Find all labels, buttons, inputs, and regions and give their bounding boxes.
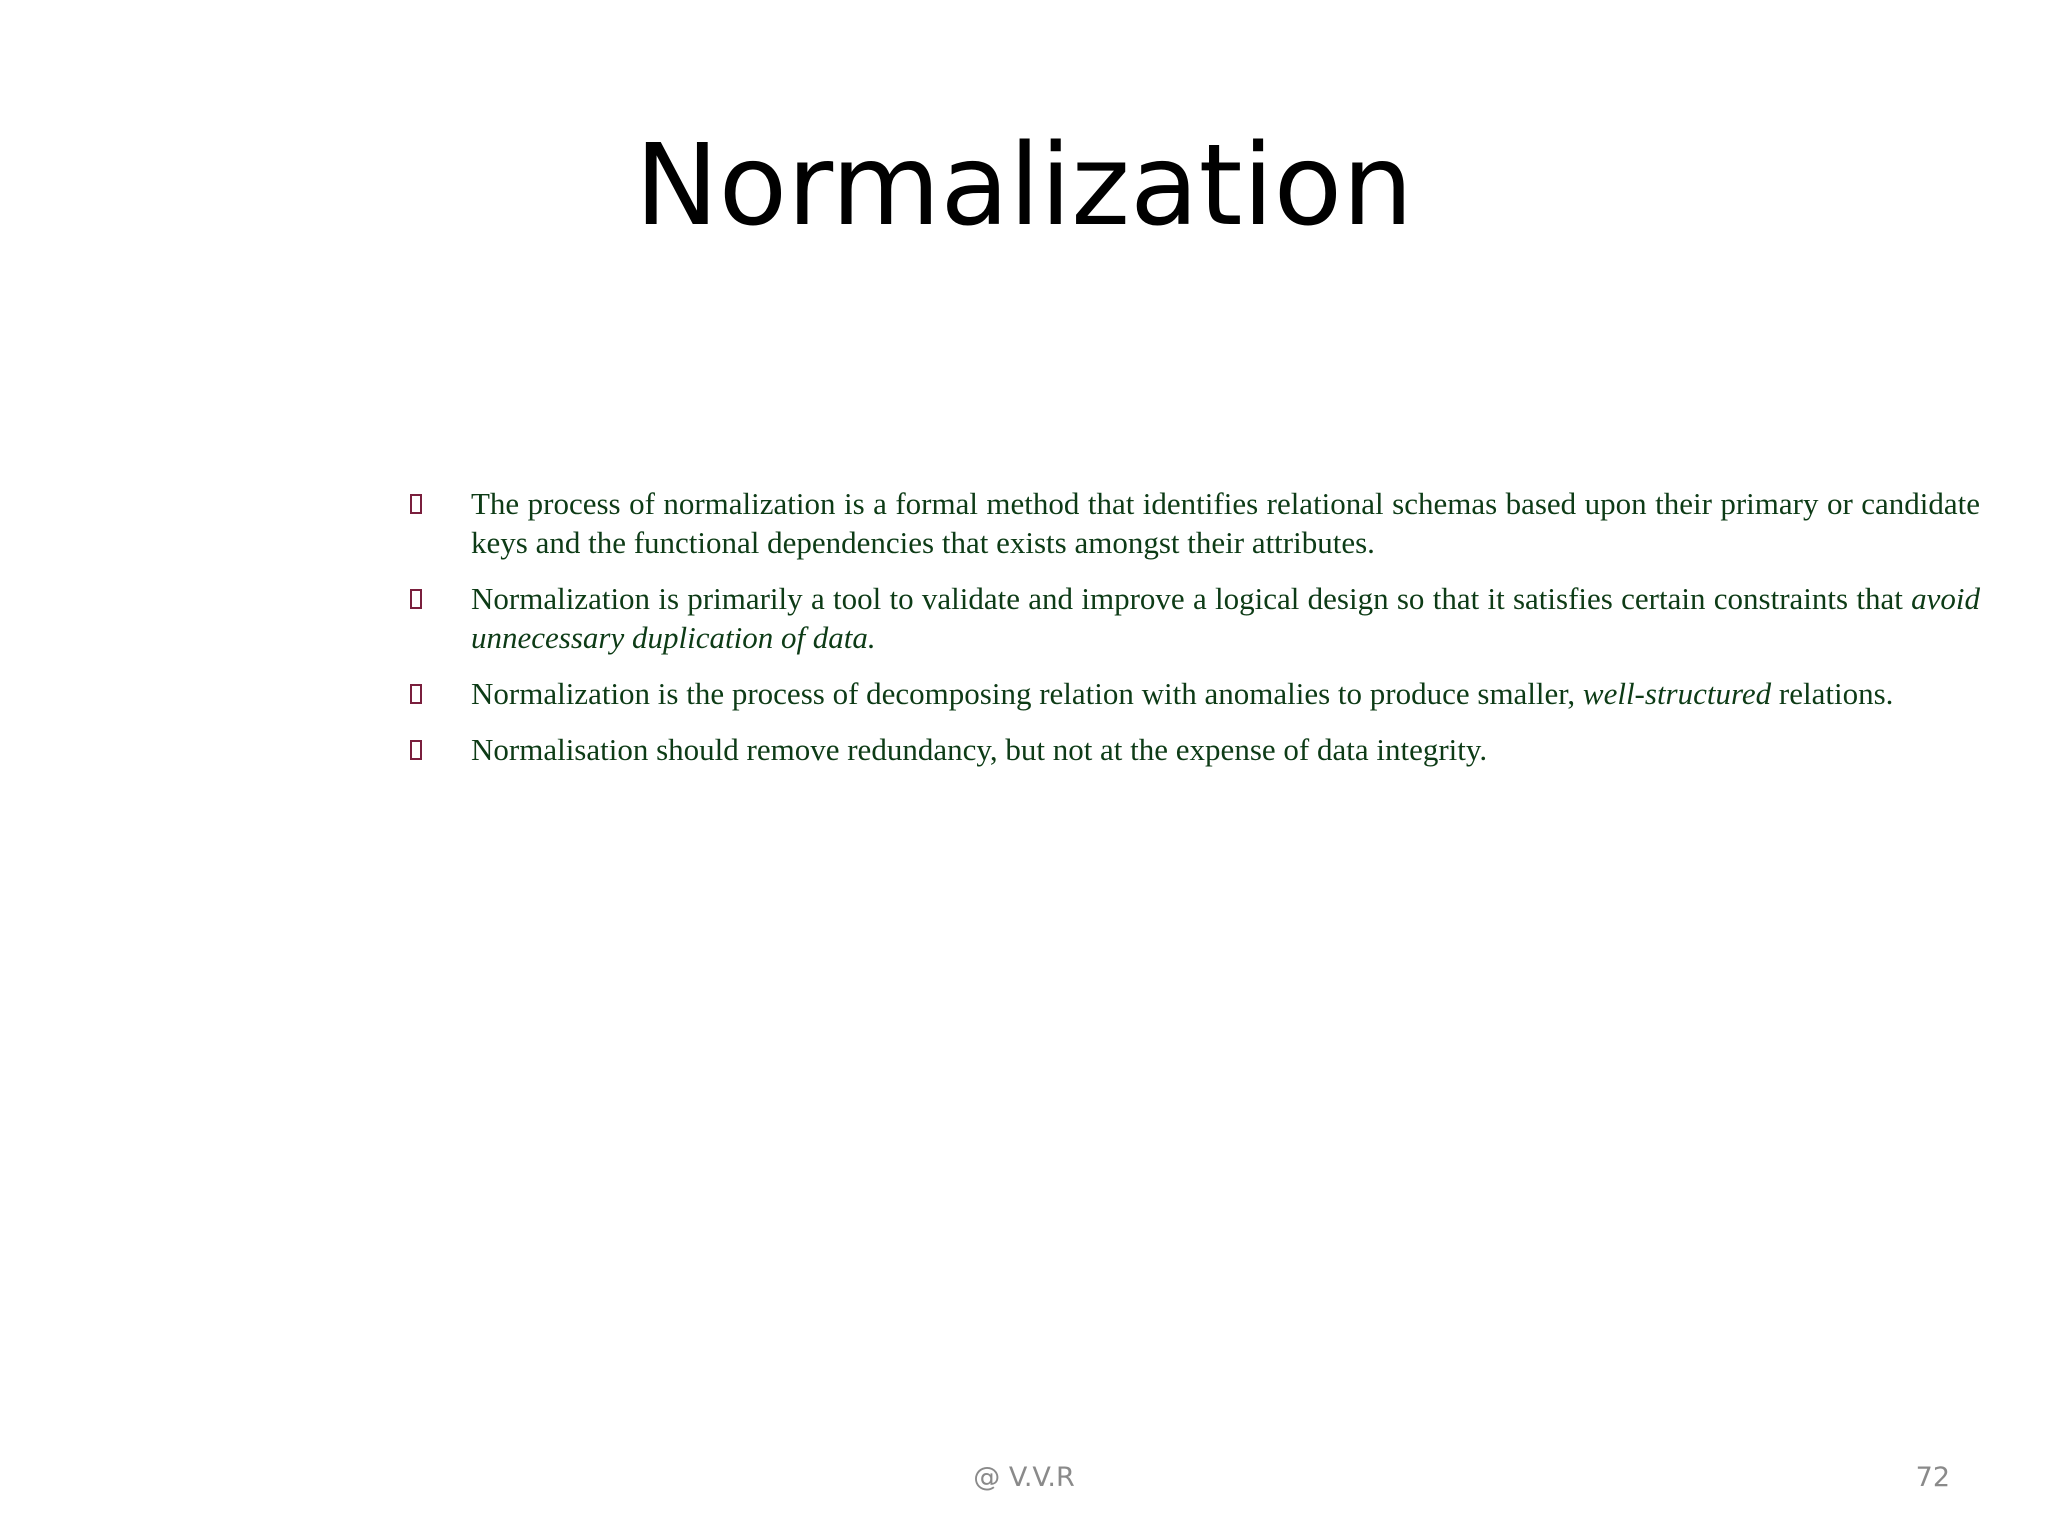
bullet-item xyxy=(405,730,1980,769)
bullet-text-segment: Normalization is the process of decomposing relation with anomalies to produce smaller, xyxy=(471,676,1583,711)
bullet-list xyxy=(405,484,1980,786)
bullet-text-segment: Normalisation should remove redundancy, but not at the expense of data integrity. xyxy=(471,732,1488,767)
page-number: 72 xyxy=(1915,1462,1950,1493)
bullet-text xyxy=(471,730,1980,769)
bullet-text-segment: relations. xyxy=(1771,676,1894,711)
footer-author: @ V.V.R xyxy=(973,1462,1075,1493)
bullet-text-segment: The process of normalization is a formal method that identifies relational schemas based upon their primary or candidate keys and the functional dependencies that exists amongst their attributes. xyxy=(471,486,1980,560)
bullet-text-emphasis: avoid unnecessary duplication of data. xyxy=(471,581,1980,655)
bullet-text-segment: Normalization is primarily a tool to validate and improve a logical design so that it satisfies certain constraints that xyxy=(471,581,1912,616)
square-bullet-icon xyxy=(405,730,471,769)
square-bullet-icon xyxy=(405,484,471,523)
slide-title: Normalization xyxy=(634,121,1414,251)
bullet-text xyxy=(471,579,1980,657)
bullet-text xyxy=(471,674,1980,713)
bullet-text-emphasis: well-structured xyxy=(1582,676,1772,711)
bullet-item xyxy=(405,674,1980,713)
square-bullet-icon xyxy=(405,674,471,713)
bullet-item xyxy=(405,579,1980,657)
bullet-text xyxy=(471,484,1980,562)
square-bullet-icon xyxy=(405,579,471,618)
bullet-item xyxy=(405,484,1980,562)
